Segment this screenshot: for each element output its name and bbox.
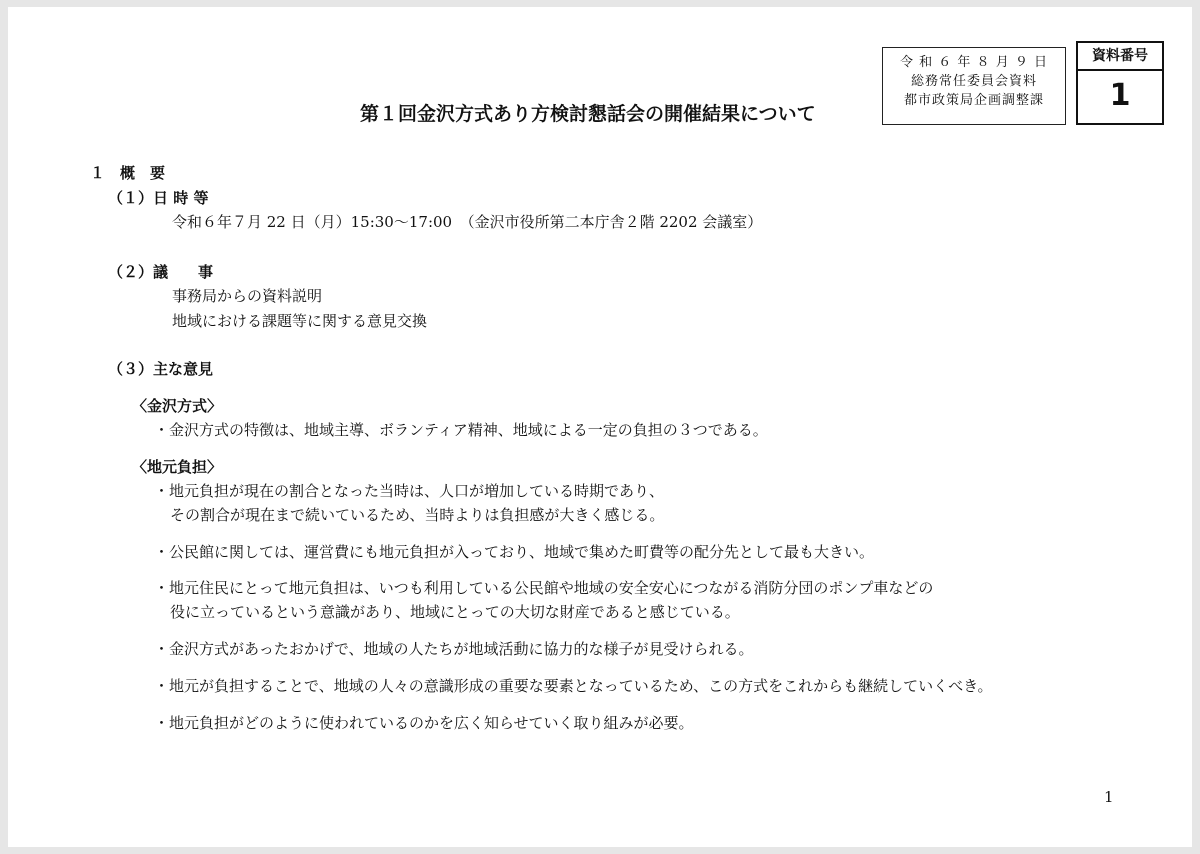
opinion-item: ・地元負担がどのように使われているのかを広く知らせていく取り組みが必要。	[154, 714, 694, 732]
subsection-heading-datetime: （１）日 時 等	[108, 189, 209, 207]
subsection-heading-agenda: （２）議 事	[108, 263, 214, 281]
page-title: 第１回金沢方式あり方検討懇話会の開催結果について	[360, 103, 816, 125]
opinion-item: ・地元住民にとって地元負担は、いつも利用している公民館や地域の安全安心につながる消防分団のポンプ車などの	[154, 579, 934, 597]
doc-number-box	[1076, 41, 1164, 125]
doc-number: 1	[1109, 78, 1131, 113]
page-number: 1	[1104, 788, 1114, 806]
datetime-text: 令和６年７月 22 日（月）15:30〜17:00 （金沢市役所第二本庁舎２階 2202 会議室）	[172, 213, 763, 231]
doc-number-label: 資料番号	[1078, 43, 1162, 71]
opinion-item: ・金沢方式があったおかげで、地域の人たちが地域活動に協力的な様子が見受けられる。	[154, 640, 754, 658]
document-page	[8, 7, 1192, 847]
meta-committee: 総務常任委員会資料	[910, 74, 1037, 89]
opinion-item: ・地元が負担することで、地域の人々の意識形成の重要な要素となっているため、この方式をこれからも継続していくべき。	[154, 677, 993, 695]
agenda-item: 地域における課題等に関する意見交換	[172, 312, 428, 330]
opinion-item: ・金沢方式の特徴は、地域主導、ボランティア精神、地域による一定の負担の３つである。	[154, 421, 768, 439]
opinion-item: ・公民館に関しては、運営費にも地元負担が入っており、地域で集めた町費等の配分先として最も大きい。	[154, 543, 875, 561]
opinion-item-continuation: その割合が現在まで続いているため、当時よりは負担感が大きく感じる。	[170, 506, 665, 524]
opinion-item-continuation: 役に立っているという意識があり、地域にとっての大切な財産であると感じている。	[170, 603, 740, 621]
opinion-group-title: 〈地元負担〉	[132, 458, 223, 476]
agenda-item: 事務局からの資料説明	[172, 287, 323, 305]
meta-date: 令 和 ６ 年 ８ 月 ９ 日	[900, 55, 1048, 70]
section-heading-overview: １ 概 要	[90, 164, 166, 182]
meta-department: 都市政策局企画調整課	[903, 93, 1044, 108]
opinion-group-title: 〈金沢方式〉	[132, 397, 223, 415]
subsection-heading-opinions: （３）主な意見	[108, 360, 214, 378]
meta-info-box	[882, 47, 1066, 125]
opinion-item: ・地元負担が現在の割合となった当時は、人口が増加している時期であり、	[154, 482, 665, 500]
